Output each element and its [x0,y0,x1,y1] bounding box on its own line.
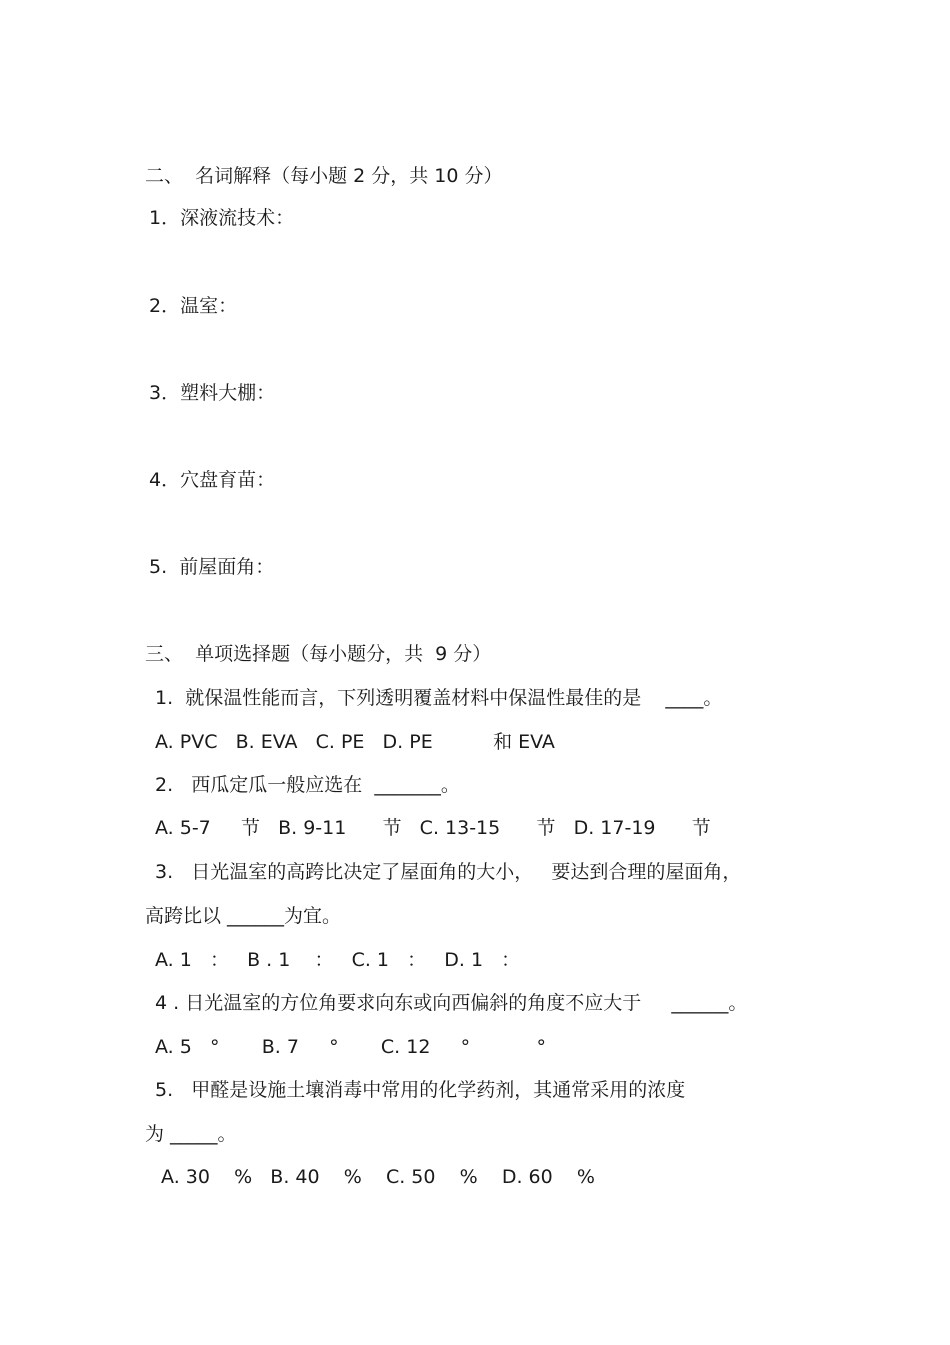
question-4: 4 . 日光温室的方位角要求向东或向西偏斜的角度不应大于 ______。 [155,992,748,1014]
question-2-options: A. 5-7 节 B. 9-11 节 C. 13-15 节 D. 17-19 节 [155,817,711,839]
term-4: 4．穴盘育苗： [149,469,276,491]
section-2-heading: 二、 名词解释（每小题 2 分，共 10 分） [145,165,503,187]
question-3-options: A. 1 ： B . 1 ： C. 1 ： D. 1 ： [155,949,521,971]
question-5-cont: 为 _____。 [145,1123,237,1145]
question-3: 3. 日光温室的高跨比决定了屋面角的大小， 要达到合理的屋面角， [155,861,742,883]
question-2: 2. 西瓜定瓜一般应选在 _______。 [155,774,460,796]
question-5: 5. 甲醛是设施土壤消毒中常用的化学药剂，其通常采用的浓度 [155,1079,686,1101]
term-5: 5. 前屋面角： [149,556,275,578]
question-3-cont: 高跨比以 ______为宜。 [145,905,342,927]
question-4-options: A. 5 ° B. 7 ° C. 12 ° ° [155,1036,547,1058]
question-1-options: A. PVC B. EVA C. PE D. PE 和 EVA [155,731,555,753]
section-3-heading: 三、 单项选择题（每小题分，共 9 分） [145,643,492,665]
term-3: 3．塑料大棚： [149,382,276,404]
term-1: 1．深液流技术： [149,207,295,229]
question-5-options: A. 30 % B. 40 % C. 50 % D. 60 % [155,1166,595,1188]
question-1: 1. 就保温性能而言，下列透明覆盖材料中保温性最佳的是 ____。 [155,687,723,709]
term-2: 2．温室： [149,295,238,317]
